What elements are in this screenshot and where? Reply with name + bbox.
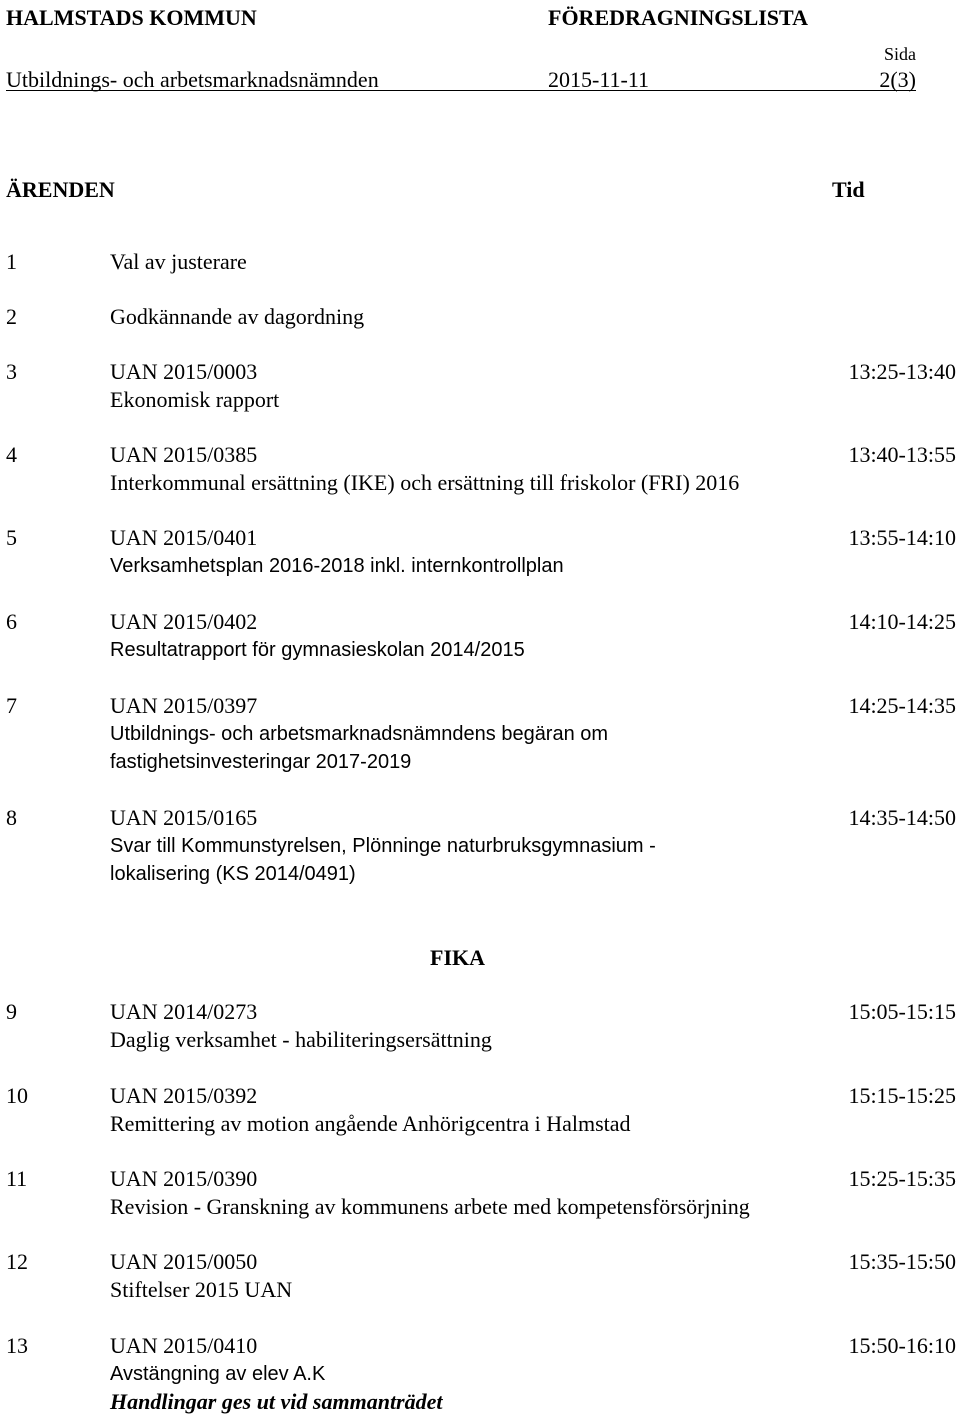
agenda-item-number: 4 xyxy=(6,442,17,467)
agenda-item-number: 9 xyxy=(6,999,17,1024)
agenda-item-text xyxy=(110,608,525,664)
case-number: UAN 2015/0165 xyxy=(110,805,258,830)
page-label: Sida xyxy=(883,44,916,64)
agenda-item-number: 3 xyxy=(6,359,17,384)
agenda-item-time: 14:10-14:25 xyxy=(848,609,956,634)
agenda-item-description: Resultatrapport för gymnasieskolan 2014/2015 xyxy=(110,639,525,661)
agenda-item-number: 7 xyxy=(6,693,17,718)
agenda-item-text xyxy=(110,1082,631,1138)
agenda-item-number: 6 xyxy=(6,609,17,634)
meeting-date: 2015-11-11 xyxy=(548,67,650,92)
case-number: UAN 2015/0003 xyxy=(110,359,258,384)
agenda-item-number: 2 xyxy=(6,304,17,329)
section-title: ÄRENDEN xyxy=(6,177,115,202)
agenda-item-time: 15:05-15:15 xyxy=(848,999,956,1024)
case-number: UAN 2015/0385 xyxy=(110,442,258,467)
agenda-item-description: Stiftelser 2015 UAN xyxy=(110,1277,293,1302)
agenda-item-text xyxy=(110,303,364,331)
agenda-item-description: Daglig verksamhet - habiliteringsersättning xyxy=(110,1027,492,1052)
case-number: UAN 2015/0392 xyxy=(110,1083,258,1108)
agenda-item-number: 8 xyxy=(6,805,17,830)
agenda-item-number: 1 xyxy=(6,249,17,274)
break-label: FIKA xyxy=(430,945,485,970)
agenda-item xyxy=(0,524,960,614)
page-number: 2(3) xyxy=(879,67,916,92)
committee-name: Utbildnings- och arbetsmarknadsnämnden xyxy=(6,67,379,92)
agenda-item xyxy=(0,608,960,698)
agenda-item-description: Avstängning av elev A.K xyxy=(110,1363,326,1385)
case-number: UAN 2015/0050 xyxy=(110,1249,258,1274)
agenda-item-text xyxy=(110,804,656,888)
case-number: UAN 2015/0401 xyxy=(110,525,258,550)
agenda-item-text xyxy=(110,1165,750,1221)
agenda-item-text xyxy=(110,998,492,1054)
agenda-item xyxy=(0,1165,960,1255)
agenda-item-time: 13:55-14:10 xyxy=(848,525,956,550)
agenda-item-text xyxy=(110,441,739,497)
agenda-item-description: fastighetsinvesteringar 2017-2019 xyxy=(110,751,412,773)
agenda-item-number: 11 xyxy=(6,1166,28,1191)
agenda-item-text xyxy=(110,692,608,776)
case-number: UAN 2015/0397 xyxy=(110,693,258,718)
agenda-item-description: Verksamhetsplan 2016-2018 inkl. internkontrollplan xyxy=(110,555,564,577)
documents-note: Handlingar ges ut vid sammanträdet xyxy=(110,1389,443,1414)
agenda-item xyxy=(0,692,960,782)
agenda-item-number: 5 xyxy=(6,525,17,550)
agenda-item-time: 15:15-15:25 xyxy=(848,1083,956,1108)
agenda-item-description: Interkommunal ersättning (IKE) och ersättning till friskolor (FRI) 2016 xyxy=(110,470,740,495)
agenda-item-text xyxy=(110,358,279,414)
agenda-item-text xyxy=(110,248,247,276)
agenda-item xyxy=(0,1082,960,1172)
agenda-item-number: 10 xyxy=(6,1083,28,1108)
case-number: Godkännande av dagordning xyxy=(110,304,365,329)
agenda-item xyxy=(0,441,960,531)
agenda-item xyxy=(0,1248,960,1338)
agenda-item-number: 13 xyxy=(6,1333,28,1358)
agenda-item-number: 12 xyxy=(6,1249,28,1274)
case-number: Val av justerare xyxy=(110,249,247,274)
agenda-item-text xyxy=(110,524,564,580)
agenda-item-text xyxy=(110,1332,443,1416)
document-type: FÖREDRAGNINGSLISTA xyxy=(548,5,808,30)
agenda-item-time: 15:50-16:10 xyxy=(848,1333,956,1358)
case-number: UAN 2015/0390 xyxy=(110,1166,258,1191)
agenda-item xyxy=(0,358,960,448)
agenda-item-description: Utbildnings- och arbetsmarknadsnämndens begäran om xyxy=(110,723,609,745)
case-number: UAN 2015/0402 xyxy=(110,609,258,634)
org-name: HALMSTADS KOMMUN xyxy=(6,5,257,30)
agenda-item-time: 14:35-14:50 xyxy=(848,805,956,830)
agenda-item xyxy=(0,998,960,1088)
agenda-item xyxy=(0,804,960,894)
agenda-item-description: lokalisering (KS 2014/0491) xyxy=(110,863,356,885)
agenda-item-time: 13:40-13:55 xyxy=(848,442,956,467)
header-divider xyxy=(6,90,916,91)
case-number: UAN 2015/0410 xyxy=(110,1333,258,1358)
agenda-item-time: 15:35-15:50 xyxy=(848,1249,956,1274)
agenda-item xyxy=(0,1332,960,1422)
agenda-item-description: Ekonomisk rapport xyxy=(110,387,280,412)
case-number: UAN 2014/0273 xyxy=(110,999,258,1024)
agenda-item-time: 13:25-13:40 xyxy=(848,359,956,384)
agenda-item-time: 15:25-15:35 xyxy=(848,1166,956,1191)
agenda-item-description: Remittering av motion angående Anhörigcentra i Halmstad xyxy=(110,1111,631,1136)
agenda-item-description: Svar till Kommunstyrelsen, Plönninge naturbruksgymnasium - xyxy=(110,835,656,857)
agenda-item-text xyxy=(110,1248,292,1304)
time-column-header: Tid xyxy=(832,177,865,202)
agenda-item-description: Revision - Granskning av kommunens arbete med kompetensförsörjning xyxy=(110,1194,750,1219)
agenda-item-time: 14:25-14:35 xyxy=(848,693,956,718)
